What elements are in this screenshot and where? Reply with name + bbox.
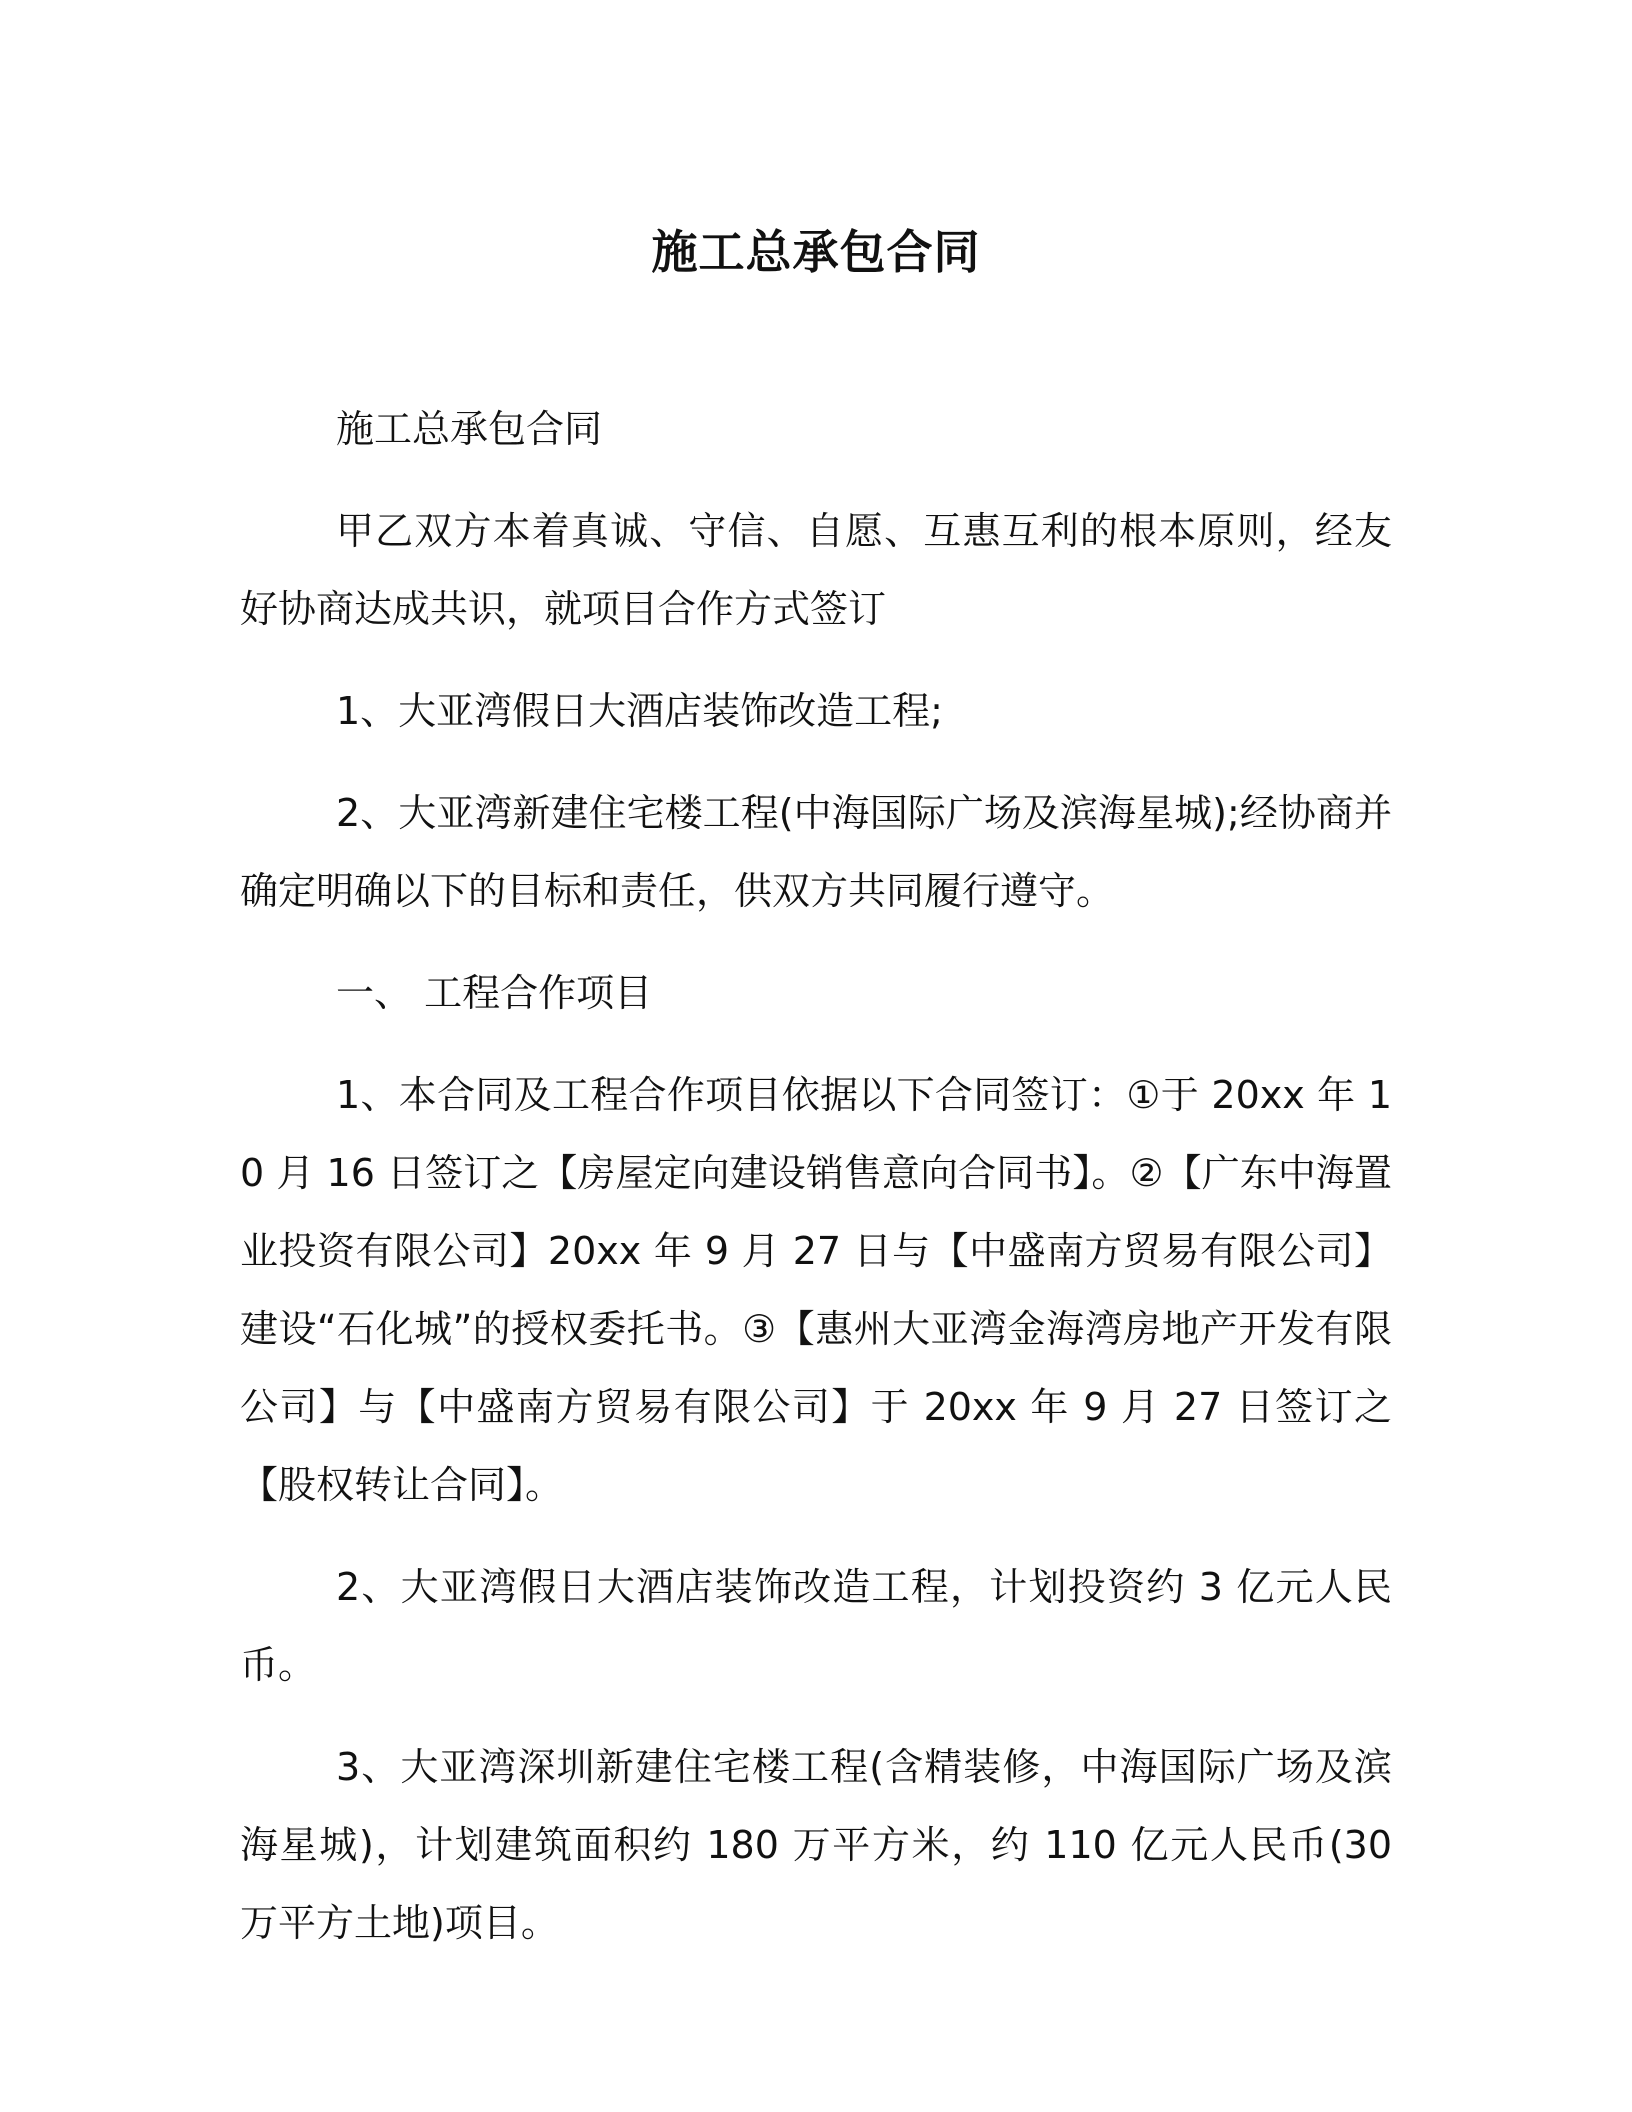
project-item-2: 2、大亚湾新建住宅楼工程(中海国际广场及滨海星城);经协商并确定明确以下的目标和责任，供双方共同履行遵守。 [240, 791, 1392, 913]
document-subtitle: 施工总承包合同 [336, 407, 603, 451]
clause-2: 2、大亚湾假日大酒店装饰改造工程，计划投资约 3 亿元人民币。 [240, 1565, 1392, 1687]
project-item-1: 1、大亚湾假日大酒店装饰改造工程; [336, 689, 943, 733]
document-title: 施工总承包合同 [651, 225, 981, 279]
clause-3: 3、大亚湾深圳新建住宅楼工程(含精装修，中海国际广场及滨海星城)，计划建筑面积约 180 万平方米，约 110 亿元人民币(30 万平方土地)项目。 [240, 1745, 1392, 1945]
document-body [240, 390, 1392, 1986]
intro-paragraph: 甲乙双方本着真诚、守信、自愿、互惠互利的根本原则，经友好协商达成共识，就项目合作方式签订 [240, 509, 1392, 631]
clause-1: 1、本合同及工程合作项目依据以下合同签订：①于 20xx 年 10 月 16 日签订之【房屋定向建设销售意向合同书】。②【广东中海置业投资有限公司】20xx 年 9 月 27 日与【中盛南方贸易有限公司】建设“石化城”的授权委托书。③【惠州大亚湾金海湾房地产开发有限公司】与【中盛南方贸易有限公司】于 20xx 年 9 月 27 日签订之【股权转让合同】。 [240, 1073, 1392, 1507]
section-heading-1: 一、 工程合作项目 [336, 971, 653, 1015]
